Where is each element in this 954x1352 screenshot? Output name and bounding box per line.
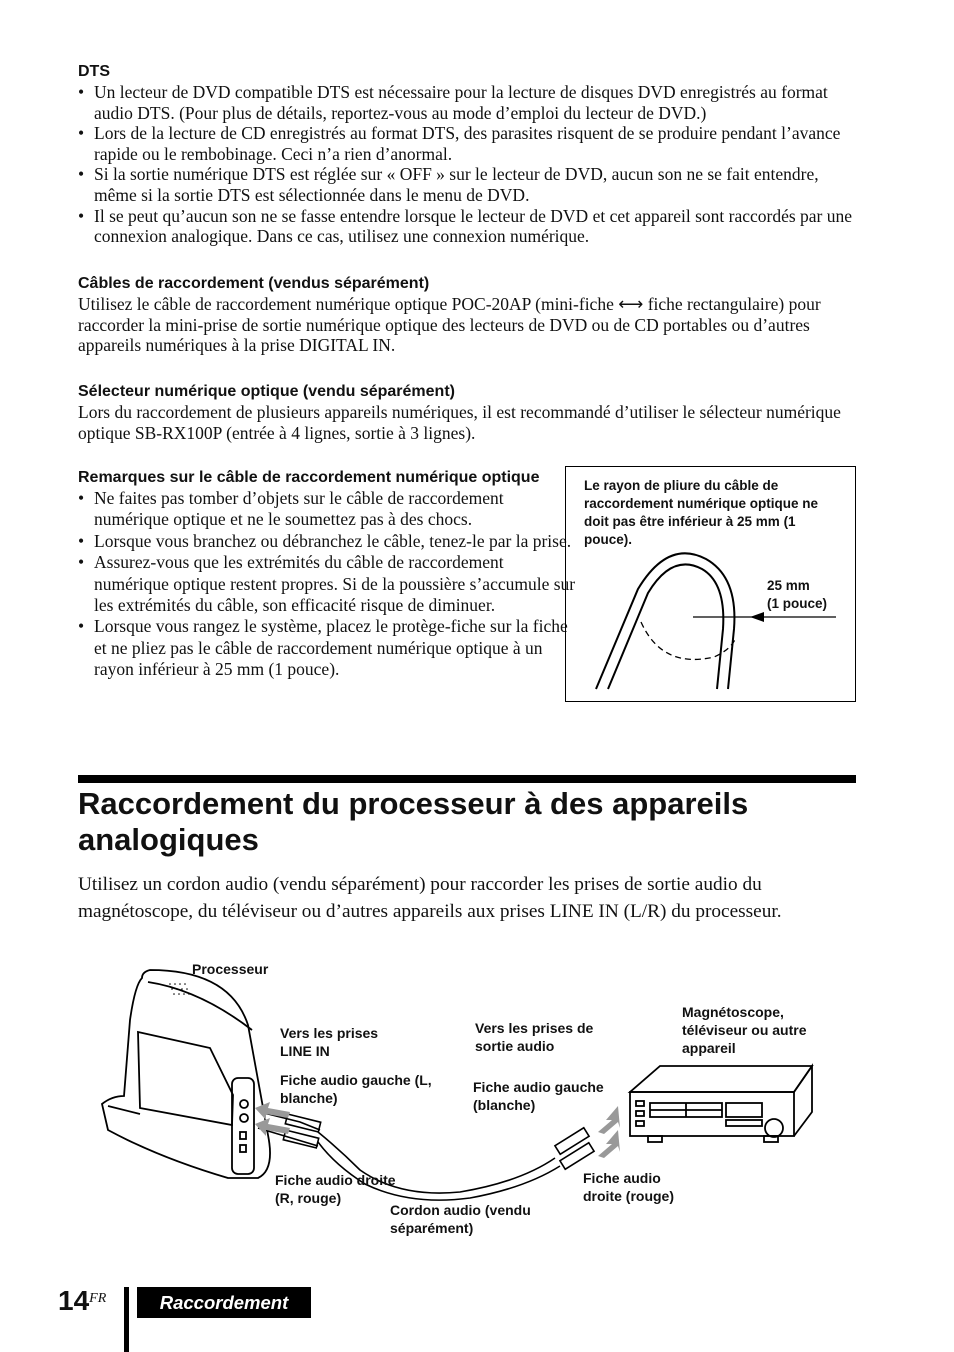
cables-title: Câbles de raccordement (vendus séparément): [78, 275, 430, 292]
list-item: • Lorsque vous rangez le système, placez le protège-fiche sur la fiche et ne pliez pas le câble de raccordement numérique optique à un rayon inférieur à 25 mm (1 pouce).: [78, 616, 578, 680]
dts-title: DTS: [78, 63, 110, 80]
processor-drawing: [102, 970, 270, 1178]
device-drawing: [630, 1066, 812, 1142]
page-number: $14^{FR}$: [58, 1285, 107, 1316]
list-item: • Assurez-vous que les extrémités du câble de raccordement numérique optique restent propres. Si de la poussière s’accumule sur les extrémités du câble, son efficacité risque de diminuer.: [78, 552, 578, 616]
left-plug-device-label: Fiche audio gauche (blanche): [473, 1079, 604, 1113]
right-plug-processor-label: Fiche audio droite (R, rouge): [275, 1172, 396, 1206]
list-item: • Un lecteur de DVD compatible DTS est nécessaire pour la lecture de disques DVD enregistrés au format audio DTS. (Pour plus de détails, reportez-vous au mode d’emploi du lecteur de DVD.): [78, 82, 858, 123]
to-line-in-label: Vers les prises LINE IN: [280, 1025, 379, 1059]
list-item: • Lors de la lecture de CD enregistrés au format DTS, des parasites risquent de se produire pendant l’avance rapide ou le rembobinage. Ceci n’a rien d’anormal.: [78, 123, 858, 164]
section-intro: Utilisez un cordon audio (vendu séparément) pour raccorder les prises de sortie audio du magnétoscope, du téléviseur ou d’autres appareils aux prises LINE IN (L/R) du processeur.: [78, 874, 782, 922]
page-title: Raccordement du processeur à des appareils analogiques: [78, 786, 749, 857]
cord-label: Cordon audio (vendu séparément): [390, 1202, 531, 1236]
double-arrow-icon: ⟷: [618, 294, 644, 314]
cables-text: Utilisez le câble de raccordement numérique optique POC-20AP (mini-fiche ⟷ fiche rectangulaire) pour raccorder la mini-prise de sortie numérique optique des lecteurs de DVD ou de CD portables ou d’autres appareils numériques à la prise DIGITAL IN.: [78, 294, 821, 356]
bend-caption: Le rayon de pliure du câble de raccordement numérique optique ne doit pas être inférieur à 25 mm (1 pouce).: [584, 478, 819, 547]
left-plug-processor-label: Fiche audio gauche (L, blanche): [280, 1072, 432, 1106]
remarks-title: Remarques sur le câble de raccordement numérique optique: [78, 469, 540, 486]
list-item: • Ne faites pas tomber d’objets sur le câble de raccordement numérique optique et ne le soumettez pas à des chocs.: [78, 488, 578, 531]
list-item: • Lorsque vous branchez ou débranchez le câble, tenez-le par la prise.: [78, 531, 578, 552]
selector-title: Sélecteur numérique optique (vendu séparément): [78, 383, 455, 400]
list-item: • Il se peut qu’aucun son ne se fasse entendre lorsque le lecteur de DVD et cet appareil sont raccordés par une connexion analogique. Dans ce cas, utilisez une connexion numérique.: [78, 206, 858, 247]
footer-rule: [124, 1287, 129, 1352]
processor-label: Processeur: [192, 961, 269, 977]
section-tab: Raccordement: [137, 1287, 311, 1318]
list-item: • Si la sortie numérique DTS est réglée sur « OFF » sur le lecteur de DVD, aucun son ne se fait entendre, même si la sortie DTS est sélectionnée dans le menu de DVD.: [78, 164, 858, 205]
page-language: FR: [89, 1291, 107, 1306]
to-outputs-label: Vers les prises de sortie audio: [475, 1020, 594, 1054]
radius-label: 25 mm (1 pouce): [767, 578, 828, 611]
device-label: Magnétoscope, téléviseur ou autre appareil: [682, 1004, 807, 1056]
right-plug-device-label: Fiche audio droite (rouge): [583, 1170, 674, 1204]
selector-text: Lors du raccordement de plusieurs appareils numériques, il est recommandé d’utiliser le sélecteur numérique optique SB-RX100P (entrée à 4 lignes, sortie à 3 lignes).: [78, 402, 841, 443]
